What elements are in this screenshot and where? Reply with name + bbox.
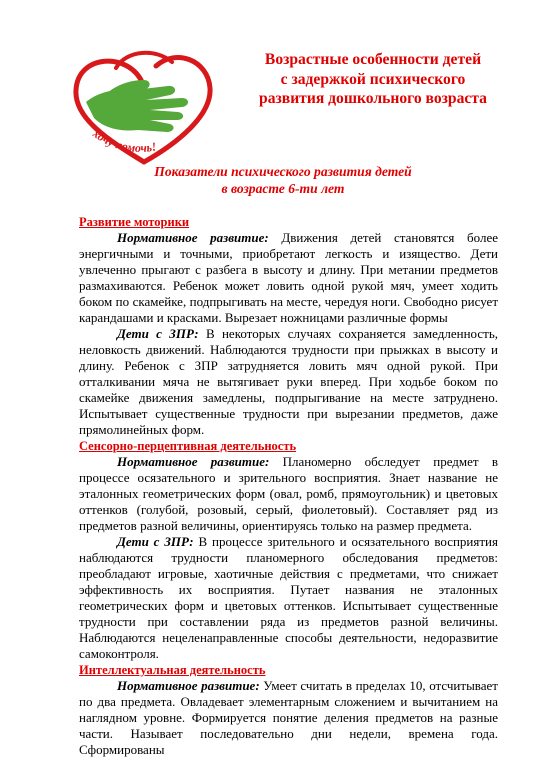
section-heading-intellect: Интеллектуальная деятельность <box>79 663 266 677</box>
paragraph-zpr-motor <box>79 326 498 438</box>
normative-label: Нормативное развитие: <box>117 454 270 469</box>
page-title-line: с задержкой психического <box>280 70 466 88</box>
page-title <box>218 50 528 109</box>
normative-label: Нормативное развитие: <box>117 230 269 245</box>
logo-slogan: хочу помочь! <box>90 126 158 155</box>
paragraph-zpr-sensory <box>79 534 498 662</box>
zpr-text: В некоторых случаях сохраняется замедленность, неловкость движений. Наблюдаются трудности при прыжках в высоту и длину. Ребенок с ЗПР затрудняется ловить мяч одной рукой. При отталкивании мяча не вытягивает руки вперед. При ходьбе боком по скамейке движения замедлены, подпрыгивание на месте затруднено. Испытывает существенные трудности при вырезании предметов, даже прямолинейных форм. <box>79 326 498 437</box>
paragraph-normative-intellect <box>79 678 498 758</box>
paragraph-normative-motor <box>79 230 498 326</box>
paragraph-normative-sensory <box>79 454 498 534</box>
normative-text: Движения детей становятся более энергичными и точными, приобретают легкость и изящество. Дети увлеченно прыгают с разбега в высоту и длину. При метании предметов размахиваются. Ребенок может ловить одной рукой мяч, умеет ходить боком по скамейке, подпрыгивать на месте, чередуя ноги. Свободно рисует карандашами и красками. Вырезает ножницами различные формы <box>79 230 498 325</box>
document-body <box>79 214 498 758</box>
section-heading-sensory: Сенсорно-перцептивная деятельность <box>79 439 297 453</box>
logo <box>64 40 219 168</box>
normative-label: Нормативное развитие: <box>117 678 260 693</box>
page-title-line: Возрастные особенности детей <box>264 51 482 68</box>
heart-hand-icon <box>64 40 219 168</box>
page-title-line: развития дошкольного возраста <box>259 90 487 107</box>
normative-text: Умеет считать в пределах 10, отсчитывает по два предмета. Овладевает элементарным сложением и вычитанием на наглядном уровне. Формируется понятие деления предметов на разные части. Называет последовательно дни недели, времена года. Сформированы <box>79 678 498 757</box>
zpr-text: В процессе зрительного и осязательного восприятия наблюдаются трудности планомерного обследования предметов: преобладают игровые, хаотичные действия с предметами, что снижает эффективность их восприятия. Путает названия не эталонных геометрических форм и цветовых оттенков. Испытывает существенные трудности при составлении ряда из предметов разной величины. Наблюдаются нецеленаправленные способы деятельности, недоразвитие самоконтроля. <box>79 534 498 661</box>
page-subtitle <box>88 164 478 197</box>
zpr-label: Дети с ЗПР: <box>117 534 194 549</box>
zpr-label: Дети с ЗПР: <box>117 326 199 341</box>
page-subtitle-line: Показатели психического развития детей <box>154 164 412 179</box>
section-heading-motor: Развитие моторики <box>79 215 190 229</box>
page-subtitle-line: в возрасте 6-ти лет <box>221 180 345 196</box>
normative-text: Планомерно обследует предмет в процессе осязательного и зрительного восприятия. Знает название не эталонных геометрических форм (овал, ромб, прямоугольник) и цветовых оттенков (голубой, розовый, серый, фиолетовый). Составляет ряд из предметов разной величины, ориентируясь только на размер предмета. <box>79 454 498 533</box>
